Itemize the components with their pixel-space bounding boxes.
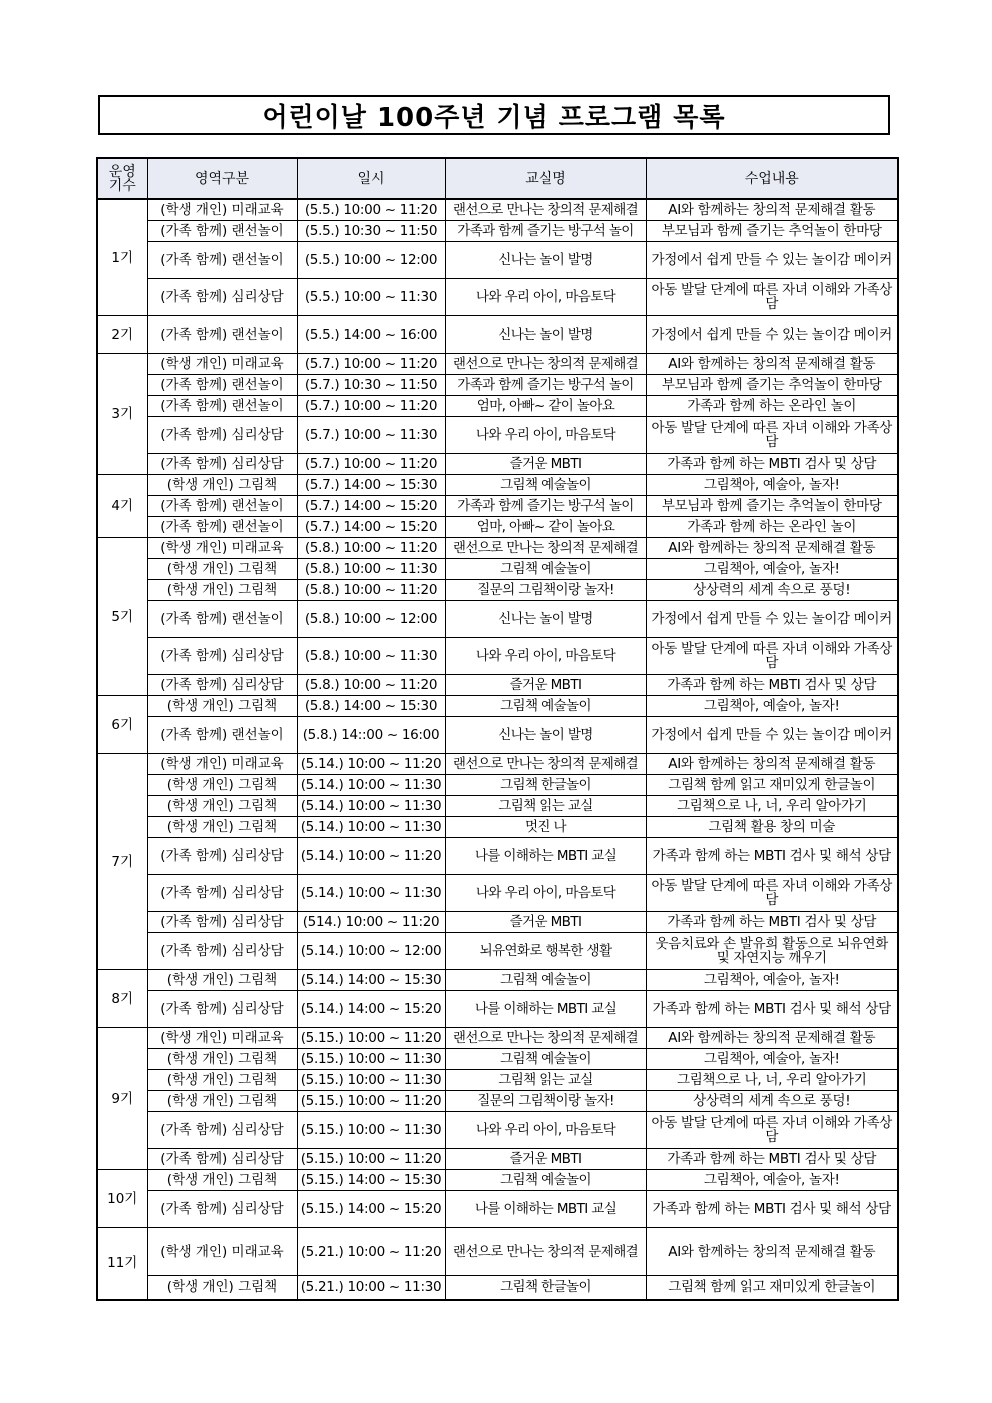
page-title: 어린이날 100주년 기념 프로그램 목록 bbox=[98, 95, 890, 135]
classroom-cell: 랜선으로 만나는 창의적 문제해결 bbox=[445, 754, 646, 775]
table-row bbox=[97, 696, 898, 717]
area-cell: (가족 함께) 랜선놀이 bbox=[147, 717, 297, 754]
content-cell: 상상력의 세계 속으로 풍덩! bbox=[646, 580, 898, 601]
classroom-cell: 즐거운 MBTI bbox=[445, 454, 646, 475]
datetime-cell: (5.21.) 10:00 ~ 11:30 bbox=[297, 1276, 445, 1300]
area-cell: (학생 개인) 미래교육 bbox=[147, 754, 297, 775]
datetime-cell: (5.21.) 10:00 ~ 11:20 bbox=[297, 1228, 445, 1276]
datetime-cell: (5.15.) 10:00 ~ 11:20 bbox=[297, 1028, 445, 1049]
area-cell: (학생 개인) 그림책 bbox=[147, 775, 297, 796]
cohort-cell: 6기 bbox=[97, 696, 147, 754]
classroom-cell: 즐거운 MBTI bbox=[445, 675, 646, 696]
cohort-cell: 8기 bbox=[97, 970, 147, 1028]
datetime-cell: (5.15.) 10:00 ~ 11:30 bbox=[297, 1070, 445, 1091]
datetime-cell: (5.5.) 10:30 ~ 11:50 bbox=[297, 221, 445, 242]
area-cell: (학생 개인) 그림책 bbox=[147, 580, 297, 601]
content-cell: 그림책아, 예술아, 놀자! bbox=[646, 1170, 898, 1191]
table-row bbox=[97, 199, 898, 221]
area-cell: (학생 개인) 그림책 bbox=[147, 1049, 297, 1070]
content-cell: 웃음치료와 손 발유희 활동으로 뇌유연화 및 자연지능 깨우기 bbox=[646, 933, 898, 970]
classroom-cell: 가족과 함께 즐기는 방구석 놀이 bbox=[445, 375, 646, 396]
table-row bbox=[97, 1149, 898, 1170]
classroom-cell: 신나는 놀이 발명 bbox=[445, 717, 646, 754]
table-row bbox=[97, 475, 898, 496]
area-cell: (학생 개인) 그림책 bbox=[147, 1070, 297, 1091]
content-cell: AI와 함께하는 창의적 문제해결 활동 bbox=[646, 1228, 898, 1276]
classroom-cell: 가족과 함께 즐기는 방구석 놀이 bbox=[445, 221, 646, 242]
program-table bbox=[96, 157, 899, 1301]
area-cell: (가족 함께) 랜선놀이 bbox=[147, 396, 297, 417]
classroom-cell: 질문의 그림책이랑 놀자! bbox=[445, 1091, 646, 1112]
area-cell: (가족 함께) 랜선놀이 bbox=[147, 221, 297, 242]
area-cell: (학생 개인) 그림책 bbox=[147, 475, 297, 496]
classroom-cell: 그림책 예술놀이 bbox=[445, 1049, 646, 1070]
content-cell: 상상력의 세계 속으로 풍덩! bbox=[646, 1091, 898, 1112]
table-row bbox=[97, 675, 898, 696]
content-cell: 아동 발달 단계에 따른 자녀 이해와 가족상담 bbox=[646, 417, 898, 454]
cohort-cell: 4기 bbox=[97, 475, 147, 538]
content-cell: 그림책아, 예술아, 놀자! bbox=[646, 559, 898, 580]
header-datetime: 일시 bbox=[297, 158, 445, 199]
content-cell: 가족과 함께 하는 온라인 놀이 bbox=[646, 396, 898, 417]
content-cell: 아동 발달 단계에 따른 자녀 이해와 가족상담 bbox=[646, 638, 898, 675]
area-cell: (가족 함께) 심리상담 bbox=[147, 638, 297, 675]
table-row bbox=[97, 933, 898, 970]
area-cell: (가족 함께) 랜선놀이 bbox=[147, 375, 297, 396]
datetime-cell: (5.15.) 14:00 ~ 15:20 bbox=[297, 1191, 445, 1228]
datetime-cell: (5.8.) 14:00 ~ 15:30 bbox=[297, 696, 445, 717]
content-cell: AI와 함께하는 창의적 문제해결 활동 bbox=[646, 1028, 898, 1049]
table-row bbox=[97, 817, 898, 838]
area-cell: (가족 함께) 심리상담 bbox=[147, 1149, 297, 1170]
classroom-cell: 나를 이해하는 MBTI 교실 bbox=[445, 1191, 646, 1228]
area-cell: (학생 개인) 그림책 bbox=[147, 1276, 297, 1300]
table-row bbox=[97, 316, 898, 354]
classroom-cell: 그림책 예술놀이 bbox=[445, 475, 646, 496]
datetime-cell: (5.14.) 10:00 ~ 11:20 bbox=[297, 754, 445, 775]
cohort-cell: 5기 bbox=[97, 538, 147, 696]
content-cell: AI와 함께하는 창의적 문제해결 활동 bbox=[646, 538, 898, 559]
cohort-cell: 2기 bbox=[97, 316, 147, 354]
area-cell: (가족 함께) 심리상담 bbox=[147, 912, 297, 933]
content-cell: 아동 발달 단계에 따른 자녀 이해와 가족상담 bbox=[646, 279, 898, 316]
content-cell: 가족과 함께 하는 MBTI 검사 및 상담 bbox=[646, 675, 898, 696]
datetime-cell: (5.8.) 10:00 ~ 12:00 bbox=[297, 601, 445, 638]
classroom-cell: 신나는 놀이 발명 bbox=[445, 601, 646, 638]
cohort-cell: 3기 bbox=[97, 354, 147, 475]
table-body bbox=[97, 199, 898, 1300]
datetime-cell: (5.7.) 10:00 ~ 11:30 bbox=[297, 417, 445, 454]
datetime-cell: (5.15.) 14:00 ~ 15:30 bbox=[297, 1170, 445, 1191]
content-cell: 가정에서 쉽게 만들 수 있는 놀이감 메이커 bbox=[646, 601, 898, 638]
table-row bbox=[97, 1091, 898, 1112]
area-cell: (가족 함께) 랜선놀이 bbox=[147, 316, 297, 354]
table-row bbox=[97, 354, 898, 375]
content-cell: 가족과 함께 하는 MBTI 검사 및 해석 상담 bbox=[646, 838, 898, 875]
area-cell: (가족 함께) 랜선놀이 bbox=[147, 496, 297, 517]
classroom-cell: 그림책 예술놀이 bbox=[445, 696, 646, 717]
datetime-cell: (5.14.) 10:00 ~ 11:30 bbox=[297, 875, 445, 912]
classroom-cell: 가족과 함께 즐기는 방구석 놀이 bbox=[445, 496, 646, 517]
classroom-cell: 나와 우리 아이, 마음토닥 bbox=[445, 875, 646, 912]
classroom-cell: 나와 우리 아이, 마음토닥 bbox=[445, 638, 646, 675]
content-cell: 그림책으로 나, 너, 우리 알아가기 bbox=[646, 796, 898, 817]
content-cell: 그림책으로 나, 너, 우리 알아가기 bbox=[646, 1070, 898, 1091]
datetime-cell: (5.15.) 10:00 ~ 11:20 bbox=[297, 1091, 445, 1112]
area-cell: (가족 함께) 심리상담 bbox=[147, 417, 297, 454]
datetime-cell: (5.7.) 10:00 ~ 11:20 bbox=[297, 396, 445, 417]
classroom-cell: 그림책 읽는 교실 bbox=[445, 1070, 646, 1091]
content-cell: 부모님과 함께 즐기는 추억놀이 한마당 bbox=[646, 375, 898, 396]
header-cohort bbox=[97, 158, 147, 199]
classroom-cell: 즐거운 MBTI bbox=[445, 1149, 646, 1170]
classroom-cell: 랜선으로 만나는 창의적 문제해결 bbox=[445, 354, 646, 375]
area-cell: (학생 개인) 미래교육 bbox=[147, 538, 297, 559]
datetime-cell: (5.15.) 10:00 ~ 11:30 bbox=[297, 1049, 445, 1070]
datetime-cell: (5.7.) 10:30 ~ 11:50 bbox=[297, 375, 445, 396]
area-cell: (학생 개인) 미래교육 bbox=[147, 1028, 297, 1049]
classroom-cell: 엄마, 아빠~ 같이 놀아요 bbox=[445, 517, 646, 538]
cohort-cell: 9기 bbox=[97, 1028, 147, 1170]
classroom-cell: 그림책 예술놀이 bbox=[445, 559, 646, 580]
cohort-cell: 1기 bbox=[97, 199, 147, 316]
datetime-cell: (5.8.) 10:00 ~ 11:30 bbox=[297, 559, 445, 580]
content-cell: AI와 함께하는 창의적 문제해결 활동 bbox=[646, 199, 898, 221]
area-cell: (학생 개인) 그림책 bbox=[147, 1170, 297, 1191]
cohort-cell: 11기 bbox=[97, 1228, 147, 1300]
datetime-cell: (5.5.) 10:00 ~ 12:00 bbox=[297, 242, 445, 279]
datetime-cell: (5.8.) 14::00 ~ 16:00 bbox=[297, 717, 445, 754]
cohort-cell: 10기 bbox=[97, 1170, 147, 1228]
datetime-cell: (5.14.) 14:00 ~ 15:30 bbox=[297, 970, 445, 991]
datetime-cell: (5.8.) 10:00 ~ 11:30 bbox=[297, 638, 445, 675]
content-cell: 부모님과 함께 즐기는 추억놀이 한마당 bbox=[646, 221, 898, 242]
datetime-cell: (5.5.) 10:00 ~ 11:30 bbox=[297, 279, 445, 316]
area-cell: (가족 함께) 랜선놀이 bbox=[147, 242, 297, 279]
table-header-row bbox=[97, 158, 898, 199]
content-cell: 그림책아, 예술아, 놀자! bbox=[646, 475, 898, 496]
classroom-cell: 그림책 읽는 교실 bbox=[445, 796, 646, 817]
table-row bbox=[97, 580, 898, 601]
classroom-cell: 뇌유연화로 행복한 생활 bbox=[445, 933, 646, 970]
table-row bbox=[97, 1112, 898, 1149]
datetime-cell: (5.7.) 10:00 ~ 11:20 bbox=[297, 454, 445, 475]
content-cell: 가족과 함께 하는 온라인 놀이 bbox=[646, 517, 898, 538]
area-cell: (가족 함께) 심리상담 bbox=[147, 991, 297, 1028]
cohort-cell: 7기 bbox=[97, 754, 147, 970]
datetime-cell: (5.8.) 10:00 ~ 11:20 bbox=[297, 538, 445, 559]
table-row bbox=[97, 601, 898, 638]
table-row bbox=[97, 1049, 898, 1070]
datetime-cell: (514.) 10:00 ~ 11:20 bbox=[297, 912, 445, 933]
table-row bbox=[97, 717, 898, 754]
content-cell: 아동 발달 단계에 따른 자녀 이해와 가족상담 bbox=[646, 875, 898, 912]
classroom-cell: 신나는 놀이 발명 bbox=[445, 316, 646, 354]
table-row bbox=[97, 796, 898, 817]
area-cell: (학생 개인) 그림책 bbox=[147, 970, 297, 991]
table-row bbox=[97, 1276, 898, 1300]
classroom-cell: 랜선으로 만나는 창의적 문제해결 bbox=[445, 538, 646, 559]
area-cell: (가족 함께) 심리상담 bbox=[147, 1191, 297, 1228]
table-row bbox=[97, 242, 898, 279]
table-row bbox=[97, 1191, 898, 1228]
table-row bbox=[97, 838, 898, 875]
content-cell: 가정에서 쉽게 만들 수 있는 놀이감 메이커 bbox=[646, 316, 898, 354]
table-row bbox=[97, 517, 898, 538]
classroom-cell: 엄마, 아빠~ 같이 놀아요 bbox=[445, 396, 646, 417]
table-row bbox=[97, 775, 898, 796]
classroom-cell: 그림책 한글놀이 bbox=[445, 775, 646, 796]
datetime-cell: (5.7.) 14:00 ~ 15:20 bbox=[297, 496, 445, 517]
header-content: 수업내용 bbox=[646, 158, 898, 199]
area-cell: (학생 개인) 그림책 bbox=[147, 696, 297, 717]
datetime-cell: (5.14.) 10:00 ~ 12:00 bbox=[297, 933, 445, 970]
datetime-cell: (5.8.) 10:00 ~ 11:20 bbox=[297, 675, 445, 696]
datetime-cell: (5.7.) 14:00 ~ 15:20 bbox=[297, 517, 445, 538]
area-cell: (학생 개인) 그림책 bbox=[147, 796, 297, 817]
area-cell: (학생 개인) 미래교육 bbox=[147, 199, 297, 221]
classroom-cell: 그림책 한글놀이 bbox=[445, 1276, 646, 1300]
content-cell: 그림책 함께 읽고 재미있게 한글놀이 bbox=[646, 1276, 898, 1300]
datetime-cell: (5.8.) 10:00 ~ 11:20 bbox=[297, 580, 445, 601]
datetime-cell: (5.14.) 10:00 ~ 11:30 bbox=[297, 817, 445, 838]
area-cell: (가족 함께) 심리상담 bbox=[147, 838, 297, 875]
classroom-cell: 질문의 그림책이랑 놀자! bbox=[445, 580, 646, 601]
classroom-cell: 신나는 놀이 발명 bbox=[445, 242, 646, 279]
classroom-cell: 랜선으로 만나는 창의적 문제해결 bbox=[445, 1228, 646, 1276]
area-cell: (가족 함께) 심리상담 bbox=[147, 875, 297, 912]
table-row bbox=[97, 912, 898, 933]
datetime-cell: (5.5.) 14:00 ~ 16:00 bbox=[297, 316, 445, 354]
content-cell: AI와 함께하는 창의적 문제해결 활동 bbox=[646, 754, 898, 775]
content-cell: 그림책아, 예술아, 놀자! bbox=[646, 970, 898, 991]
content-cell: 가족과 함께 하는 MBTI 검사 및 상담 bbox=[646, 912, 898, 933]
area-cell: (가족 함께) 심리상담 bbox=[147, 279, 297, 316]
content-cell: 가족과 함께 하는 MBTI 검사 및 상담 bbox=[646, 454, 898, 475]
content-cell: 그림책아, 예술아, 놀자! bbox=[646, 696, 898, 717]
datetime-cell: (5.7.) 10:00 ~ 11:20 bbox=[297, 354, 445, 375]
area-cell: (학생 개인) 그림책 bbox=[147, 817, 297, 838]
area-cell: (가족 함께) 심리상담 bbox=[147, 1112, 297, 1149]
classroom-cell: 멋진 나 bbox=[445, 817, 646, 838]
datetime-cell: (5.15.) 10:00 ~ 11:30 bbox=[297, 1112, 445, 1149]
classroom-cell: 나와 우리 아이, 마음토닥 bbox=[445, 417, 646, 454]
table-row bbox=[97, 991, 898, 1028]
content-cell: 가정에서 쉽게 만들 수 있는 놀이감 메이커 bbox=[646, 717, 898, 754]
content-cell: 가정에서 쉽게 만들 수 있는 놀이감 메이커 bbox=[646, 242, 898, 279]
table-row bbox=[97, 1028, 898, 1049]
classroom-cell: 랜선으로 만나는 창의적 문제해결 bbox=[445, 1028, 646, 1049]
table-row bbox=[97, 496, 898, 517]
area-cell: (학생 개인) 그림책 bbox=[147, 559, 297, 580]
classroom-cell: 나를 이해하는 MBTI 교실 bbox=[445, 991, 646, 1028]
classroom-cell: 랜선으로 만나는 창의적 문제해결 bbox=[445, 199, 646, 221]
content-cell: 부모님과 함께 즐기는 추억놀이 한마당 bbox=[646, 496, 898, 517]
content-cell: 그림책아, 예술아, 놀자! bbox=[646, 1049, 898, 1070]
table-row bbox=[97, 754, 898, 775]
header-cohort-text: 운영 기수 bbox=[108, 163, 136, 194]
table-row bbox=[97, 970, 898, 991]
content-cell: 그림책 함께 읽고 재미있게 한글놀이 bbox=[646, 775, 898, 796]
table-row bbox=[97, 1070, 898, 1091]
classroom-cell: 나와 우리 아이, 마음토닥 bbox=[445, 1112, 646, 1149]
area-cell: (가족 함께) 랜선놀이 bbox=[147, 601, 297, 638]
table-row bbox=[97, 279, 898, 316]
classroom-cell: 나와 우리 아이, 마음토닥 bbox=[445, 279, 646, 316]
table-row bbox=[97, 1228, 898, 1276]
header-classroom: 교실명 bbox=[445, 158, 646, 199]
content-cell: 가족과 함께 하는 MBTI 검사 및 상담 bbox=[646, 1149, 898, 1170]
table-row bbox=[97, 454, 898, 475]
datetime-cell: (5.5.) 10:00 ~ 11:20 bbox=[297, 199, 445, 221]
area-cell: (가족 함께) 심리상담 bbox=[147, 675, 297, 696]
table-row bbox=[97, 221, 898, 242]
area-cell: (학생 개인) 그림책 bbox=[147, 1091, 297, 1112]
table-row bbox=[97, 1170, 898, 1191]
area-cell: (학생 개인) 미래교육 bbox=[147, 1228, 297, 1276]
classroom-cell: 즐거운 MBTI bbox=[445, 912, 646, 933]
classroom-cell: 나를 이해하는 MBTI 교실 bbox=[445, 838, 646, 875]
table-row bbox=[97, 875, 898, 912]
datetime-cell: (5.15.) 10:00 ~ 11:20 bbox=[297, 1149, 445, 1170]
datetime-cell: (5.14.) 10:00 ~ 11:30 bbox=[297, 775, 445, 796]
table-row bbox=[97, 638, 898, 675]
header-area: 영역구분 bbox=[147, 158, 297, 199]
content-cell: 가족과 함께 하는 MBTI 검사 및 해석 상담 bbox=[646, 991, 898, 1028]
area-cell: (가족 함께) 랜선놀이 bbox=[147, 517, 297, 538]
table-row bbox=[97, 396, 898, 417]
datetime-cell: (5.14.) 10:00 ~ 11:20 bbox=[297, 838, 445, 875]
classroom-cell: 그림책 예술놀이 bbox=[445, 1170, 646, 1191]
area-cell: (가족 함께) 심리상담 bbox=[147, 933, 297, 970]
table-row bbox=[97, 375, 898, 396]
content-cell: 가족과 함께 하는 MBTI 검사 및 해석 상담 bbox=[646, 1191, 898, 1228]
table-row bbox=[97, 417, 898, 454]
area-cell: (가족 함께) 심리상담 bbox=[147, 454, 297, 475]
datetime-cell: (5.14.) 10:00 ~ 11:30 bbox=[297, 796, 445, 817]
content-cell: AI와 함께하는 창의적 문제해결 활동 bbox=[646, 354, 898, 375]
table-row bbox=[97, 559, 898, 580]
datetime-cell: (5.14.) 14:00 ~ 15:20 bbox=[297, 991, 445, 1028]
datetime-cell: (5.7.) 14:00 ~ 15:30 bbox=[297, 475, 445, 496]
content-cell: 아동 발달 단계에 따른 자녀 이해와 가족상담 bbox=[646, 1112, 898, 1149]
content-cell: 그림책 활용 창의 미술 bbox=[646, 817, 898, 838]
table-row bbox=[97, 538, 898, 559]
area-cell: (학생 개인) 미래교육 bbox=[147, 354, 297, 375]
classroom-cell: 그림책 예술놀이 bbox=[445, 970, 646, 991]
